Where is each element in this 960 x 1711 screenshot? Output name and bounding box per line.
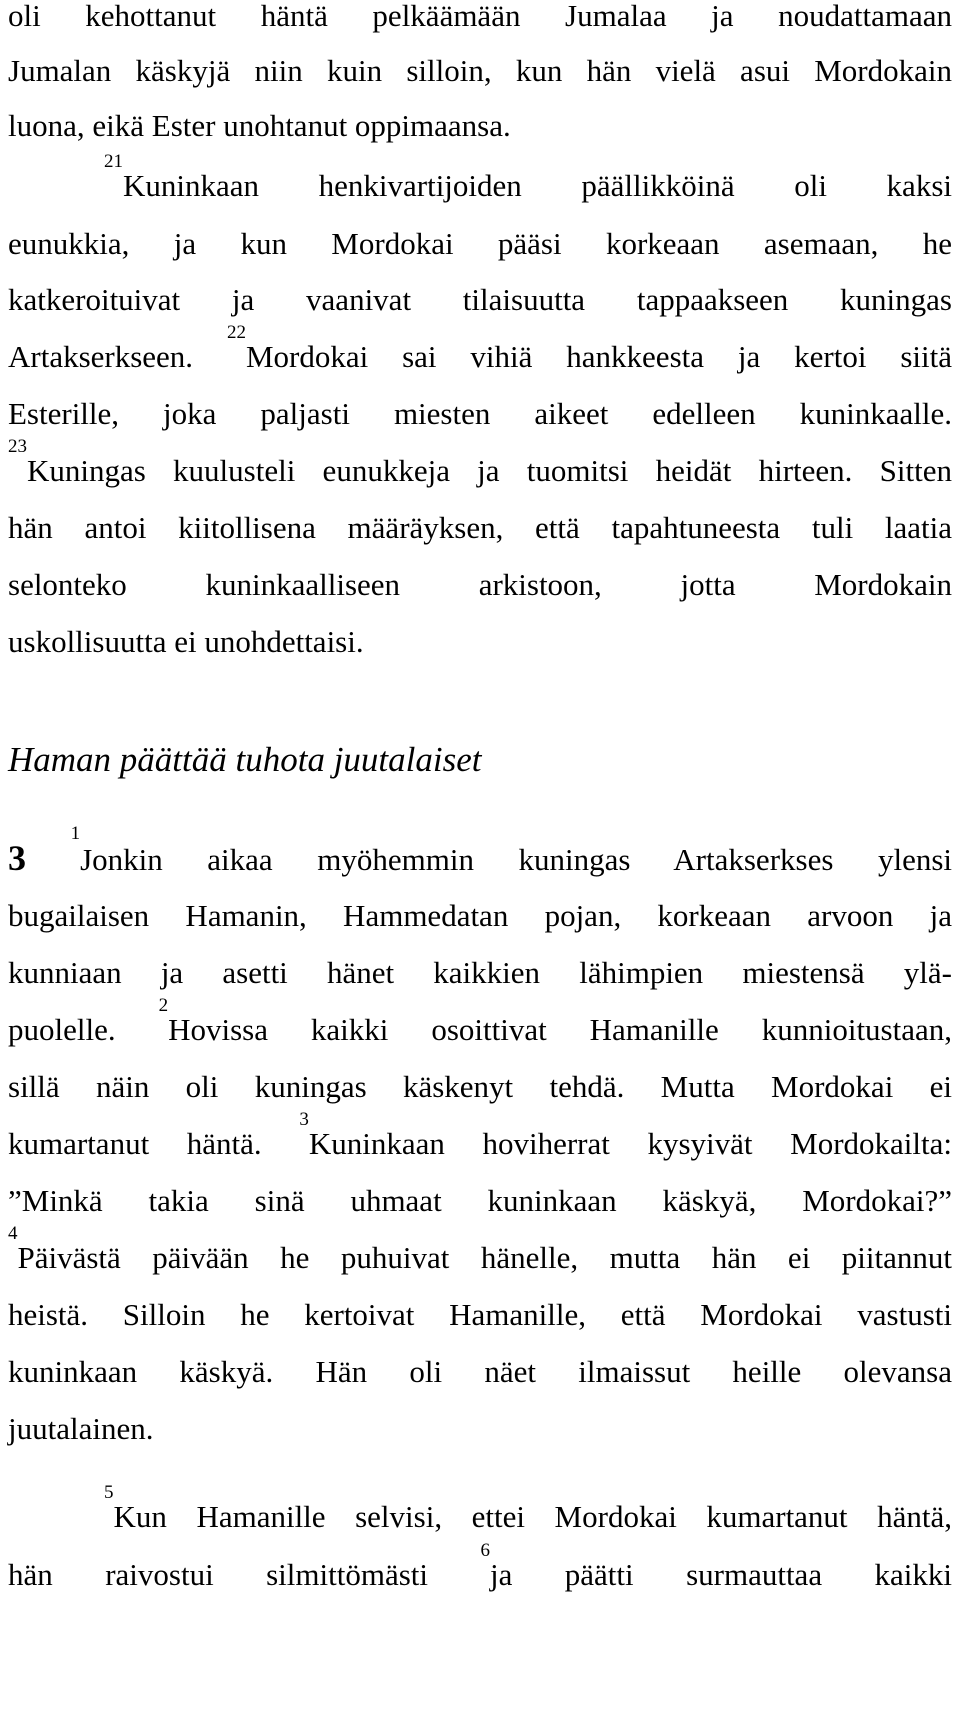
text: luona, eikä Ester unohtanut oppimaansa. xyxy=(8,108,511,143)
text: Mordokai sai vihiä hankkeesta ja kertoi siitä xyxy=(245,339,952,374)
text-line xyxy=(8,508,952,548)
text-line xyxy=(8,436,952,491)
text-line xyxy=(8,1181,952,1221)
verse-number: 2 xyxy=(158,995,169,1016)
text: kumartanut häntä. xyxy=(8,1126,262,1161)
verse-number: 5 xyxy=(104,1482,114,1503)
verse-number: 4 xyxy=(8,1223,18,1244)
text-line xyxy=(8,106,952,146)
text-line xyxy=(8,224,952,264)
text: Kuningas kuulusteli eunukkeja ja tuomitsi heidät hirteen. Sitten xyxy=(27,453,952,488)
text-line xyxy=(8,565,952,605)
text: ja päätti surmauttaa kaikki xyxy=(489,1557,952,1592)
text-line xyxy=(8,394,952,434)
text: oli kehottanut häntä pelkäämään Jumalaa ja noudattamaan xyxy=(8,0,952,33)
text-line xyxy=(8,1067,952,1107)
text-line xyxy=(8,1223,952,1278)
verse-number: 23 xyxy=(8,436,27,457)
text-line xyxy=(8,995,952,1050)
text: ”Minkä takia sinä uhmaat kuninkaan käskyä, Mordokai?” xyxy=(8,1183,952,1218)
verse-number: 3 xyxy=(299,1109,309,1130)
verse-number: 1 xyxy=(70,823,81,844)
text: uskollisuutta ei unohdettaisi. xyxy=(8,624,364,659)
text-line xyxy=(8,1295,952,1335)
text: hän raivostui silmittömästi xyxy=(8,1557,429,1592)
text-line xyxy=(8,1352,952,1392)
text: Jumalan käskyjä niin kuin silloin, kun hän vielä asui Mordokain xyxy=(8,53,952,88)
text: heistä. Silloin he kertoivat Hamanille, että Mordokai vastusti xyxy=(8,1297,952,1332)
text-line xyxy=(8,953,952,993)
text-line xyxy=(104,151,952,206)
text: sillä näin oli kuningas käskenyt tehdä. Mutta Mordokai ei xyxy=(8,1069,952,1104)
text: selonteko kuninkaalliseen arkistoon, jotta Mordokain xyxy=(8,567,952,602)
verse-number: 6 xyxy=(480,1540,490,1561)
text: juutalainen. xyxy=(8,1411,154,1446)
text-line xyxy=(8,1540,952,1595)
text: Hovissa kaikki osoittivat Hamanille kunnioitustaan, xyxy=(168,1012,952,1047)
text-line xyxy=(8,1109,952,1164)
text: Kuninkaan hoviherrat kysyivät Mordokailta: xyxy=(308,1126,952,1161)
text: Kuninkaan henkivartijoiden päällikköinä oli kaksi xyxy=(123,168,952,203)
text-line xyxy=(104,1482,952,1537)
text-line xyxy=(8,51,952,91)
text-line xyxy=(8,0,952,36)
text: Jonkin aikaa myöhemmin kuningas Artakserkses ylensi xyxy=(80,842,953,877)
text: puolelle. xyxy=(8,1012,116,1047)
text: Artakserkseen. xyxy=(8,339,194,374)
text: bugailaisen Hamanin, Hammedatan pojan, korkeaan arvoon ja xyxy=(8,898,952,933)
text-line xyxy=(8,280,952,320)
text: kuninkaan käskyä. Hän oli näet ilmaissut heille olevansa xyxy=(8,1354,952,1389)
text-line xyxy=(8,322,952,377)
chapter-number: 3 xyxy=(8,838,26,878)
text-line xyxy=(8,1409,952,1449)
text: Päivästä päivään he puhuivat hänelle, mutta hän ei piitannut xyxy=(17,1240,952,1275)
verse-number: 22 xyxy=(226,322,246,343)
text: hän antoi kiitollisena määräyksen, että tapahtuneesta tuli laatia xyxy=(8,510,952,545)
section-heading: Haman päättää tuhota juutalaiset xyxy=(8,740,482,779)
text: katkeroituivat ja vaanivat tilaisuutta tappaakseen kuningas xyxy=(8,282,952,317)
text: kunniaan ja asetti hänet kaikkien lähimpien miestensä ylä- xyxy=(8,955,952,990)
text: eunukkia, ja kun Mordokai pääsi korkeaan asemaan, he xyxy=(8,226,952,261)
text: Esterille, joka paljasti miesten aikeet edelleen kuninkaalle. xyxy=(8,396,952,431)
text-line xyxy=(8,823,953,878)
text-line xyxy=(8,896,952,936)
verse-number: 21 xyxy=(104,151,123,172)
text-line xyxy=(8,622,952,662)
text: Kun Hamanille selvisi, ettei Mordokai kumartanut häntä, xyxy=(113,1499,952,1534)
